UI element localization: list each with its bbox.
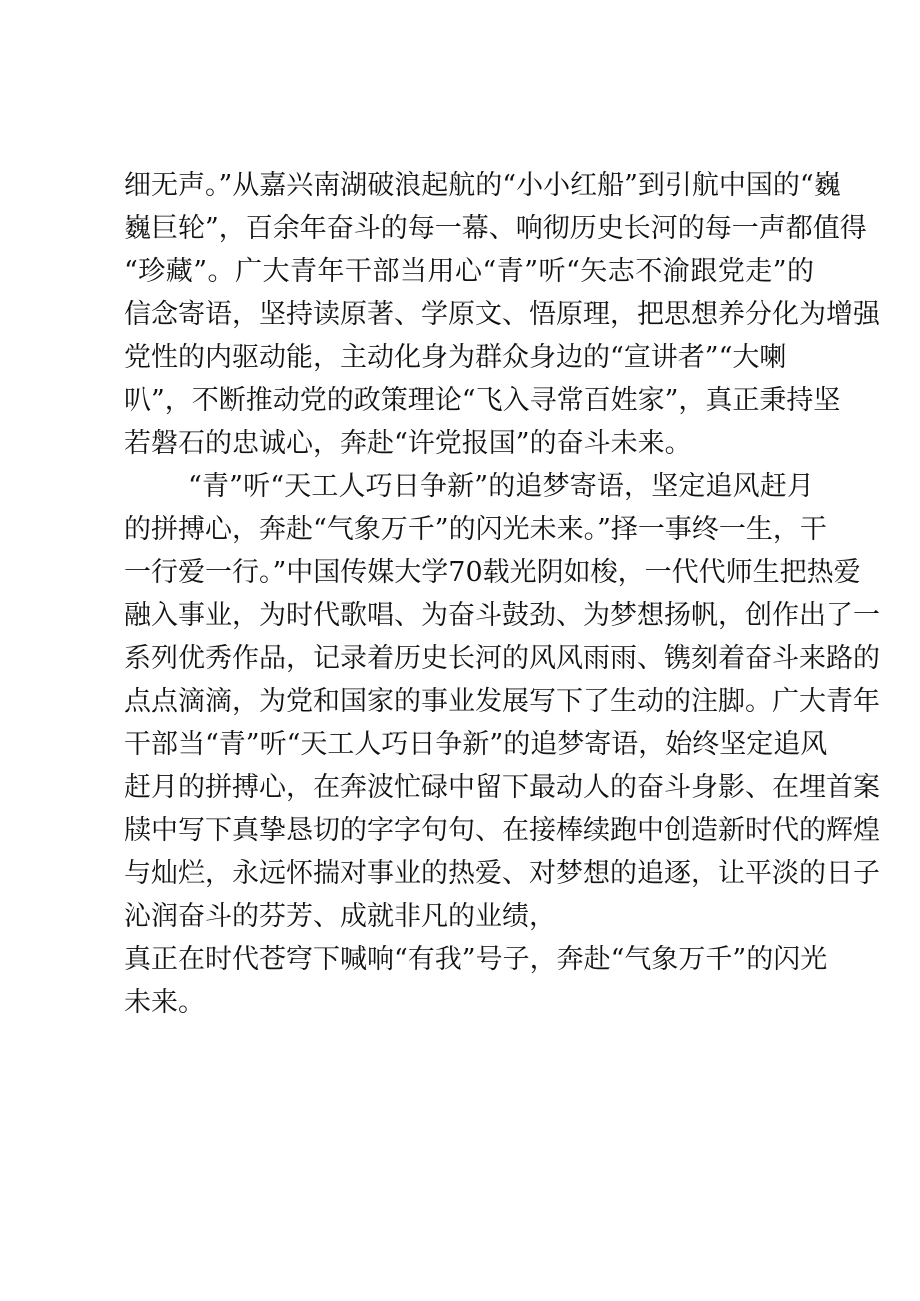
text-line: 点点滴滴，为党和国家的事业发展写下了生动的注脚。广大青年: [124, 686, 880, 717]
text-line: 系列优秀作品，记录着历史长河的风风雨雨、镌刻着奋斗来路的: [124, 643, 880, 674]
text-line: 细无声。”从嘉兴南湖破浪起航的“小小红船”到引航中国的“巍: [124, 170, 841, 201]
text-line: 一行爱一行。”中国传媒大学70载光阴如梭，一代代师生把热爱: [124, 557, 861, 588]
text-line: 的拼搏心，奔赴“气象万千”的闪光未来。”择一事终一生，干: [124, 514, 827, 545]
text-line: 信念寄语，坚持读原著、学原文、悟原理，把思想养分化为增强: [124, 299, 880, 330]
text-line: 巍巨轮”，百余年奋斗的每一幕、响彻历史长河的每一声都值得: [124, 213, 867, 244]
text-line: 牍中写下真挚恳切的字字句句、在接棒续跑中创造新时代的辉煌: [124, 815, 880, 846]
text-line: 真正在时代苍穹下喊响“有我”号子，奔赴“气象万千”的闪光: [124, 944, 828, 975]
text-line: 赶月的拼搏心，在奔波忙碌中留下最动人的奋斗身影、在埋首案: [124, 772, 880, 803]
text-line: 沁润奋斗的芬芳、成就非凡的业绩，: [124, 901, 556, 932]
text-line: 与灿烂，永远怀揣对事业的热爱、对梦想的追逐，让平淡的日子: [124, 858, 880, 889]
text-line: “青”听“天工人巧日争新”的追梦寄语，坚定追风赶月: [188, 471, 814, 502]
text-line: “珍藏”。广大青年干部当用心“青”听“矢志不渝跟党走”的: [124, 256, 814, 287]
text-line: 若磐石的忠诚心，奔赴“许党报国”的奋斗未来。: [124, 428, 692, 459]
text-line: 叭”，不断推动党的政策理论“飞入寻常百姓家”，真正秉持坚: [124, 385, 841, 416]
text-line: 融入事业，为时代歌唱、为奋斗鼓劲、为梦想扬帆，创作出了一: [124, 600, 880, 631]
text-line: 党性的内驱动能，主动化身为群众身边的“宣讲者”“大喇: [124, 342, 787, 373]
text-line: 未来。: [124, 987, 205, 1018]
text-line: 干部当“青”听“天工人巧日争新”的追梦寄语，始终坚定追风: [124, 729, 828, 760]
